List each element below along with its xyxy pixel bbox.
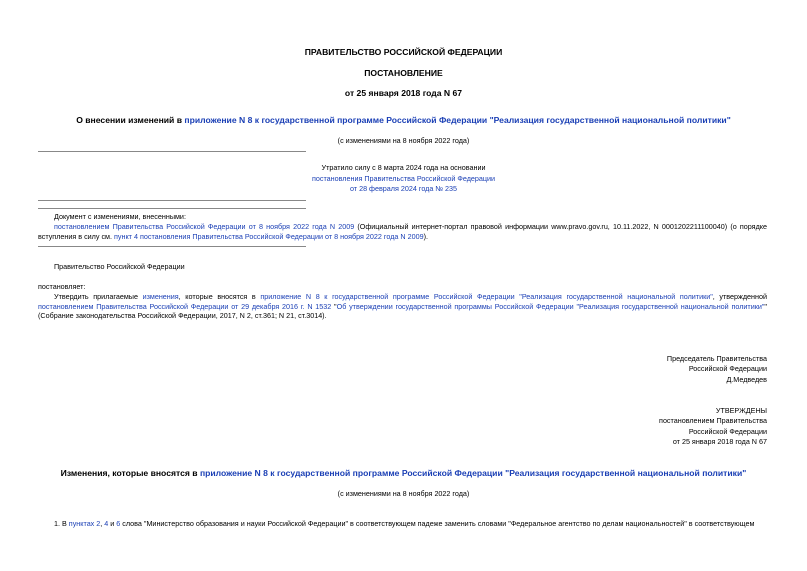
item1-link-6[interactable]: 6 bbox=[116, 519, 121, 528]
changes-link-1[interactable]: постановлением Правительства Российской Федерации от 8 ноября 2022 года N 2009 bbox=[54, 222, 355, 231]
p1-link-annex[interactable]: приложение N 8 к государственной программе Российской Федерации "Реализация государственной национальной политики" bbox=[260, 292, 713, 301]
item1-text-b: слова "Министерство образования и науки Российской Федерации" в соответствующем падеже заменить словами "Федеральное агентство по делам национальностей" в соответствующем bbox=[120, 519, 755, 528]
item1-text-a: 1. В bbox=[54, 519, 69, 528]
title-link[interactable]: приложение N 8 к государственной программе Российской Федерации "Реализация государственной национальной политики" bbox=[184, 115, 731, 125]
changes-title-link[interactable]: приложение N 8 к государственной программе Российской Федерации "Реализация государственной национальной политики" bbox=[199, 468, 747, 478]
changes-label: Документ с изменениями, внесенными: bbox=[54, 212, 186, 221]
signature-title: Председатель Правительства bbox=[666, 354, 767, 363]
approved-line3: Российской Федерации bbox=[688, 427, 767, 436]
changes-title bbox=[0, 468, 807, 480]
p1-text-c: , утвержденной bbox=[712, 292, 767, 301]
title-prefix: О внесении изменений в bbox=[76, 115, 185, 125]
item1-link-4[interactable]: 4 bbox=[104, 519, 109, 528]
repeal-note-line2 bbox=[0, 174, 807, 184]
approved-line2: постановлением Правительства bbox=[659, 416, 767, 425]
divider bbox=[38, 246, 306, 247]
p1-text-a: Утвердить прилагаемые bbox=[54, 292, 143, 301]
changes-title-prefix: Изменения, которые вносятся в bbox=[60, 468, 200, 478]
main-paragraph bbox=[38, 292, 767, 321]
document-date: от 25 января 2018 года N 67 bbox=[344, 88, 463, 98]
repeal-link-1[interactable]: постановления Правительства Российской Федерации bbox=[311, 174, 496, 183]
changes-amended-note: (с изменениями на 8 ноября 2022 года) bbox=[337, 489, 470, 498]
changes-link-2[interactable]: пункт 4 постановления Правительства Российской Федерации от 8 ноября 2022 года N 2009 bbox=[114, 231, 424, 241]
approved-heading: УТВЕРЖДЕНЫ bbox=[715, 406, 767, 415]
government-line: Правительство Российской Федерации bbox=[54, 262, 185, 271]
changes-paragraph bbox=[38, 222, 767, 241]
amended-note: (с изменениями на 8 ноября 2022 года) bbox=[337, 136, 470, 145]
item1-sep-1: , bbox=[100, 519, 105, 528]
item-1 bbox=[38, 519, 767, 529]
repeal-note-line1: Утратило силу с 8 марта 2024 года на основании bbox=[321, 163, 486, 172]
changes-text-1: (Официальный интернет-портал правовой информации www.pravo.gov.ru, 10.11.2022, N 0001202211100040) (о порядке вступления в силу см. bbox=[38, 222, 767, 241]
repeal-note-line3 bbox=[0, 184, 807, 194]
signature-org: Российской Федерации bbox=[688, 364, 767, 373]
changes-text-2: ). bbox=[423, 231, 428, 241]
item1-sep-2: и bbox=[108, 519, 117, 528]
repeal-link-2[interactable]: от 28 февраля 2024 года № 235 bbox=[349, 184, 458, 193]
p1-text-e: " (Собрание законодательства Российской Федерации, 2017, N 2, ст.361; N 21, ст.3014). bbox=[38, 301, 767, 321]
divider bbox=[38, 208, 306, 209]
p1-link-changes[interactable]: изменения bbox=[142, 292, 179, 301]
p1-link-decree[interactable]: постановлением Правительства Российской Федерации от 29 декабря 2016 г. N 1532 bbox=[38, 301, 332, 311]
p1-text-b: , которые вносятся в bbox=[178, 292, 261, 301]
p1-link-program[interactable]: Об утверждении государственной программы Российской Федерации "Реализация государственной национальной политики" bbox=[336, 301, 765, 311]
decrees-line: постановляет: bbox=[38, 282, 86, 291]
document-title bbox=[0, 115, 807, 127]
divider bbox=[38, 200, 306, 201]
divider bbox=[38, 151, 306, 152]
approved-line4: от 25 января 2018 года N 67 bbox=[672, 437, 767, 446]
document-type: ПОСТАНОВЛЕНИЕ bbox=[364, 68, 443, 78]
p1-text-d: " bbox=[331, 301, 337, 311]
government-heading: ПРАВИТЕЛЬСТВО РОССИЙСКОЙ ФЕДЕРАЦИИ bbox=[304, 47, 503, 57]
signature-name: Д.Медведев bbox=[726, 375, 767, 384]
item1-link-points[interactable]: пунктах 2 bbox=[68, 519, 101, 528]
